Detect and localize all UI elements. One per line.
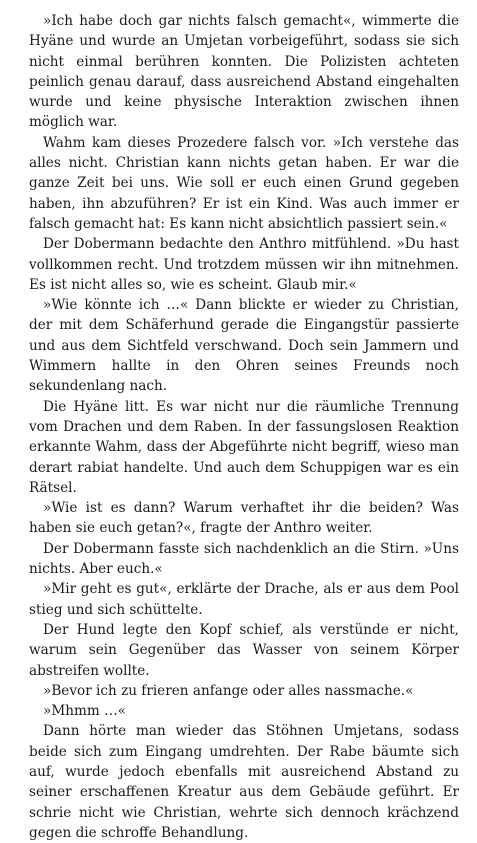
paragraph: »Wie ist es dann? Warum verhaftet ihr die beiden? Was haben sie euch getan?«, fragte der Anthro weiter. xyxy=(29,500,459,537)
paragraph: Der Dobermann fasste sich nachdenklich an die Stirn. »Uns nichts. Aber euch.« xyxy=(29,540,459,578)
paragraph: »Mir geht es gut«, erklärte der Drache, als er aus dem Pool stieg und sich schüttelte. xyxy=(29,581,459,618)
paragraph: Dann hörte man wieder das Stöhnen Umjetans, sodass beide sich zum Eingang umdrehten. Der Rabe bäumte sich auf, wurde jedoch ebenfalls mit ausreichend Abstand zu seiner erschaffenen Kreatur aus dem Gebäude geführt. Er schrie nicht wie Christian, wehrte sich dennoch krächzend gegen die schroffe Behandlung. xyxy=(29,723,459,841)
paragraph: »Bevor ich zu frieren anfange oder alles nassmache.« xyxy=(43,682,414,699)
paragraph: Der Dobermann bedachte den Anthro mitfühlend. »Du hast vollkommen recht. Und trotzdem müssen wir ihn mitnehmen. Es ist nicht alles so, wie es scheint. Glaub mir.« xyxy=(29,236,459,293)
paragraph: Wahm kam dieses Prozedere falsch vor. »Ich verstehe das alles nicht. Christian kann nichts getan haben. Er war die ganze Zeit bei uns. Wie soll er euch einen Grund gegeben haben, ihn abzuführen? Er ist ein Kind. Was auch immer er falsch gemacht hat: Es kann nicht absichtlich passiert sein.« xyxy=(29,134,459,232)
paragraph: »Mhmm …« xyxy=(43,703,127,720)
paragraph: Der Hund legte den Kopf schief, als verstünde er nicht, warum sein Gegenüber das Wasser von seinem Körper abstreifen wollte. xyxy=(29,621,459,679)
paragraph: »Wie könnte ich …« Dann blickte er wieder zu Christian, der mit dem Schäferhund gerade die Eingangstür passierte und aus dem Sichtfeld verschwand. Doch sein Jammern und Wimmern hallte in den Ohren seines Freunds noch sekundenlang nach. xyxy=(29,297,459,395)
document-page xyxy=(29,11,459,843)
paragraph: »Ich habe doch gar nichts falsch gemacht«, wimmerte die Hyäne und wurde an Umjetan vorbeigeführt, sodass sie sich nicht einmal berühren konnten. Die Polizisten achteten peinlich genau darauf, dass ausreichend Abstand eingehalten wurde und keine physische Interaktion zwischen ihnen möglich war. xyxy=(29,13,459,131)
paragraph: Die Hyäne litt. Es war nicht nur die räumliche Trennung vom Drachen und dem Raben. In der fassungslosen Reaktion erkannte Wahm, dass der Abgeführte nicht begriff, wieso man derart rabiat handelte. Und auch dem Schuppigen war es ein Rätsel. xyxy=(29,398,459,496)
